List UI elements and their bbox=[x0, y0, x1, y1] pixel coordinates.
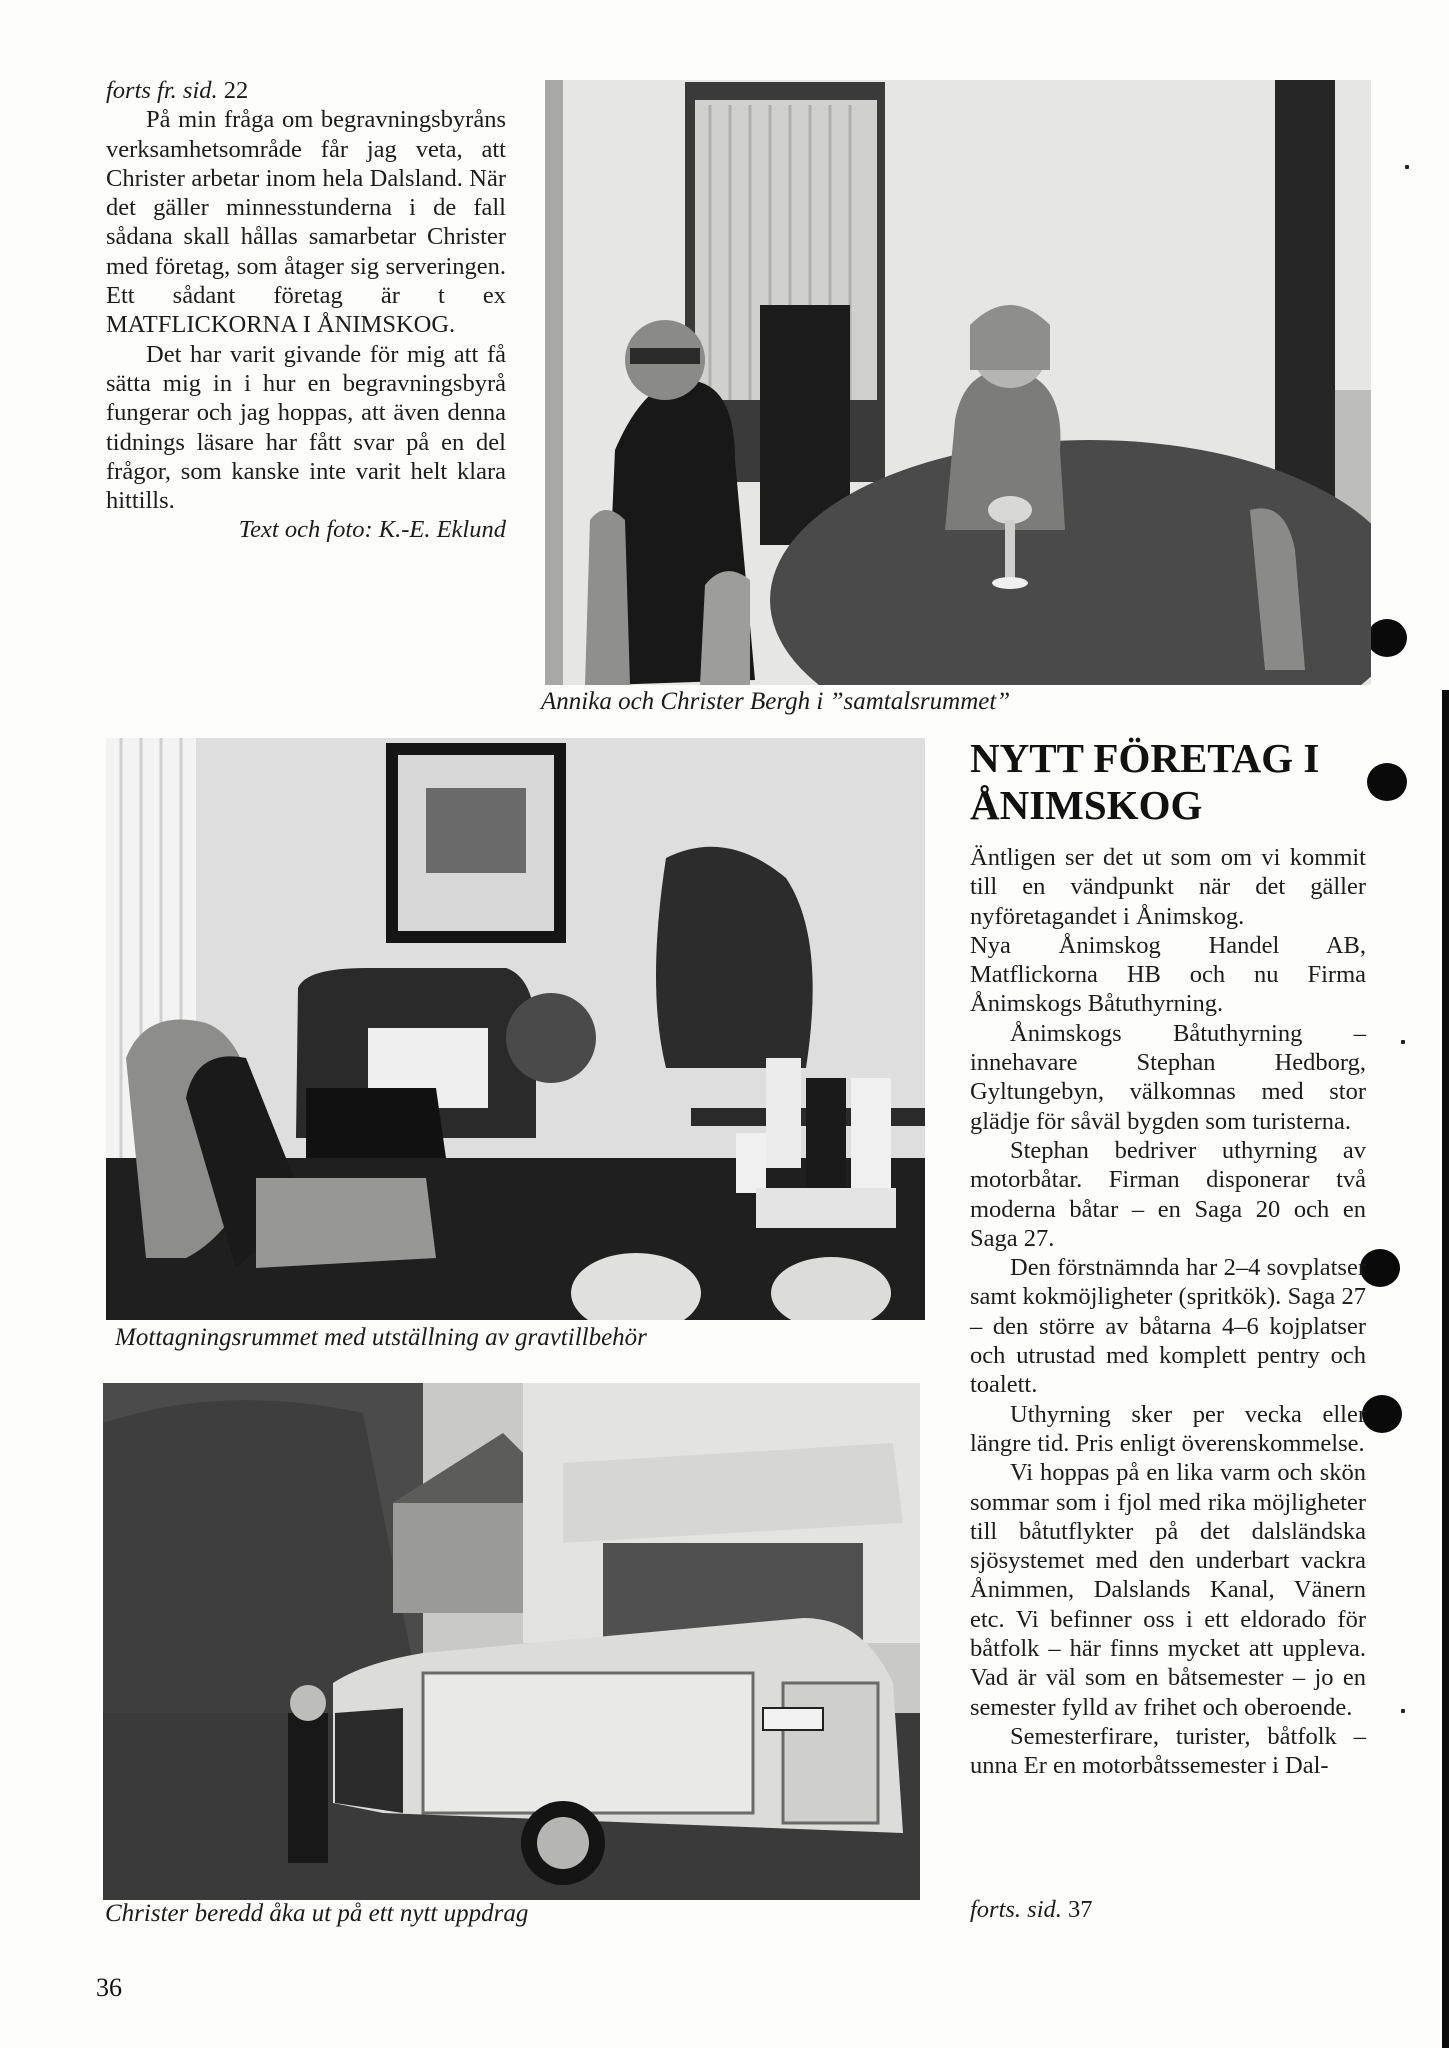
meeting-room-illustration bbox=[545, 80, 1371, 685]
right-paragraph: Stephan bedriver uthyrning av motorbåtar. Firman disponerar två moderna båtar – en Saga 20 och en Saga 27. bbox=[970, 1136, 1366, 1252]
right-article bbox=[970, 843, 1366, 1781]
photo-hearse bbox=[103, 1383, 920, 1900]
reception-room-illustration bbox=[106, 738, 925, 1320]
left-paragraph: Det har varit givande för mig att få sätta mig in i hur en begravningsbyrå fungerar och jag hoppas, att även denna tidnings läsare har fått svar på en del frågor, som kanske inte varit helt klara hittills. bbox=[106, 340, 506, 515]
continued-from-label: forts fr. sid. bbox=[106, 77, 218, 104]
continued-to bbox=[970, 1896, 1093, 1924]
hearse-illustration bbox=[103, 1383, 920, 1900]
caption-meeting-room: Annika och Christer Bergh i ”samtalsrummet” bbox=[541, 688, 1011, 715]
continued-from bbox=[106, 76, 506, 105]
right-paragraph: Uthyrning sker per vecka eller längre tid. Pris enligt överenskommelse. bbox=[970, 1400, 1366, 1457]
article-headline: NYTT FÖRETAG I ÅNIMSKOG bbox=[970, 735, 1320, 828]
right-paragraph: Semesterfirare, turister, båtfolk – unna Er en motorbåtssemester i Dal- bbox=[970, 1722, 1366, 1780]
continued-to-page: 37 bbox=[1068, 1896, 1093, 1923]
right-paragraph: Vi hoppas på en lika varm och skön sommar som i fjol med rika möjligheter till båtutflykter på det dalsländska sjösystemet med den underbart vackra Ånimmen, Dalslands Kanal, Vänern etc. Vi befinner oss i ett eldorado för båtfolk – här finns mycket att uppleva. Vad är väl som en båtsemester – jo en semester fylld av frihet och oberoende. bbox=[970, 1459, 1366, 1721]
right-paragraph: Ånimskogs Båtuthyrning – innehavare Stephan Hedborg, Gyltungebyn, välkomnas med stor glädje för såväl bygden som turisterna. bbox=[970, 1019, 1366, 1135]
scan-speck bbox=[1401, 1709, 1405, 1713]
hole-punch bbox=[1367, 619, 1407, 657]
photo-reception-room bbox=[106, 738, 925, 1320]
caption-hearse: Christer beredd åka ut på ett nytt uppdrag bbox=[105, 1900, 529, 1927]
photo-credit: Text och foto: K.-E. Eklund bbox=[238, 516, 506, 544]
right-paragraph: Den förstnämnda har 2–4 sovplatser samt kokmöjligheter (spritkök). Saga 27 – den större av båtarna 4–6 kojplatser och utrustad med komplett pentry och toalett. bbox=[970, 1254, 1366, 1399]
scan-speck bbox=[1405, 165, 1409, 169]
continued-to-label: forts. sid. bbox=[970, 1896, 1062, 1923]
caption-reception-room: Mottagningsrummet med utställning av gravtillbehör bbox=[115, 1324, 647, 1351]
right-intro-paragraph: Äntligen ser det ut som om vi kommit till en vändpunkt när det gäller nyföretagandet i Ånimskog. bbox=[970, 844, 1366, 930]
hole-punch bbox=[1360, 1249, 1400, 1287]
left-paragraph: På min fråga om begravningsbyråns verksamhetsområde får jag veta, att Christer arbetar inom hela Dalsland. När det gäller minnesstunderna i de fall sådana skall hållas samarbetar Christer med företag, som åtager sig serveringen. Ett sådant företag är t ex MATFLICKORNA I ÅNIMSKOG. bbox=[106, 106, 506, 339]
right-intro-paragraph: Nya Ånimskog Handel AB, Matflickorna HB och nu Firma Ånimskogs Båtuthyrning. bbox=[970, 931, 1366, 1018]
scan-speck bbox=[1401, 1040, 1405, 1044]
scan-edge-shadow bbox=[1442, 690, 1449, 2048]
hole-punch bbox=[1362, 1395, 1402, 1433]
left-article bbox=[106, 76, 506, 545]
photo-meeting-room bbox=[545, 80, 1371, 685]
continued-from-page: 22 bbox=[223, 77, 249, 104]
page-number: 36 bbox=[96, 1973, 122, 2002]
